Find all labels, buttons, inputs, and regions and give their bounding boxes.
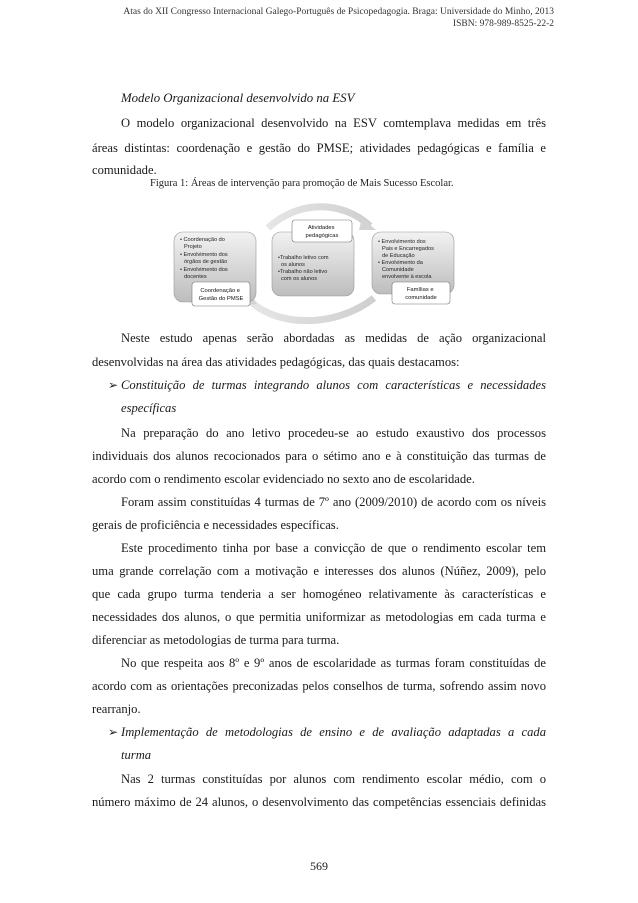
para3-line1: Na preparação do ano letivo procedeu-se ao estudo exaustivo dos processos xyxy=(121,426,546,440)
para7-line1: Nas 2 turmas constituídas por alunos com rendimento escolar médio, com o xyxy=(121,772,546,786)
para2-line1: Neste estudo apenas serão abordadas as medidas de ação organizacional xyxy=(121,331,546,345)
center-bullet-4: com os alunos xyxy=(281,276,318,282)
para5-line2: uma grande correlação com a motivação e interesses dos alunos (Núñez, 2009), pelo xyxy=(92,564,546,578)
para5-line1: Este procedimento tinha por base a convicção de que o rendimento escolar tem xyxy=(121,541,546,555)
left-bullet-5: • Envolvimento dos xyxy=(180,267,228,273)
center-bullet-2: os alunos xyxy=(281,262,305,268)
para2-line2: desenvolvidas na área das atividades pedagógicas, das quais destacamos: xyxy=(92,355,460,369)
right-bullet-1: • Envolvimento dos xyxy=(378,239,426,245)
para1-line1: O modelo organizacional desenvolvido na ESV comtemplava medidas em três xyxy=(121,116,546,130)
right-bullet-2: Pais e Encarregados xyxy=(382,246,434,252)
page-number: 569 xyxy=(310,859,328,873)
bullet2-line2: turma xyxy=(121,748,152,762)
left-bullet-2: Projeto xyxy=(184,244,202,250)
right-label-2: comunidade xyxy=(405,295,437,301)
left-bullet-1: • Coordenação do xyxy=(180,237,225,243)
bullet1-arrow-icon: ➢ xyxy=(108,378,119,392)
center-title-1: Atividades xyxy=(307,225,335,231)
arc-bottom xyxy=(248,298,374,321)
section-title: Modelo Organizacional desenvolvido na ESV xyxy=(121,91,355,105)
para5-line3: que cada grupo turma tenderia a ser homogéneo relativamente às características e xyxy=(92,587,546,601)
bullet1-line2: específicas xyxy=(121,401,177,415)
para6-line1: No que respeita aos 8º e 9º anos de escolaridade as turmas foram constituídas de xyxy=(121,656,546,670)
box-pedagogical xyxy=(272,220,354,296)
para6-line3: rearranjo. xyxy=(92,702,141,716)
right-bullet-3: de Educação xyxy=(382,253,415,259)
left-bullet-6: docentes xyxy=(184,274,207,280)
center-bullet-3: •Trabalho não letivo xyxy=(278,269,328,275)
box-coordination xyxy=(174,232,256,306)
intervention-diagram xyxy=(160,196,480,324)
running-header: Atas do XII Congresso Internacional Galego-Português de Psicopedagogia. Braga: Universidade do Minho, 2013 xyxy=(123,7,554,17)
left-label-1: Coordenação e xyxy=(200,288,241,294)
para4-line2: gerais de proficiência e necessidades específicas. xyxy=(92,518,339,532)
center-title-2: pedagógicas xyxy=(305,233,339,239)
bullet1-line1: Constituição de turmas integrando alunos com características e necessidades xyxy=(121,378,546,392)
right-bullet-5: Comunidade xyxy=(382,267,414,273)
para1-line2: áreas distintas: coordenação e gestão do PMSE; atividades pedagógicas e família e xyxy=(92,141,546,155)
left-label-2: Gestão do PMSE xyxy=(198,296,244,302)
bullet2-arrow-icon: ➢ xyxy=(108,725,119,739)
para1-line3: comunidade. xyxy=(92,163,157,177)
center-bullet-1: •Trabalho letivo com xyxy=(278,255,329,261)
bullet2-line1: Implementação de metodologias de ensino e de avaliação adaptadas a cada xyxy=(121,725,546,739)
right-bullet-6: envolvente à escola xyxy=(382,274,432,280)
para6-line2: acordo com as orientações preconizadas pelos conselhos de turma, sofrendo assim novo xyxy=(92,679,546,693)
para5-line4: necessidades dos alunos, o que permitia uniformizar as metodologias em cada turma e xyxy=(92,610,546,624)
para3-line3: acordo com o rendimento escolar evidenciado no sexto ano de escolaridade. xyxy=(92,472,475,486)
left-bullet-4: órgãos de gestão xyxy=(184,259,228,265)
left-bullet-3: • Envolvimento dos xyxy=(180,252,228,258)
right-label-1: Famílias e xyxy=(406,287,434,293)
para5-line5: diferenciar as metodologias de turma para turma. xyxy=(92,633,340,647)
para3-line2: individuais dos alunos recocionados para o sétimo ano e à constituição das turmas de xyxy=(92,449,546,463)
isbn-line: ISBN: 978-989-8525-22-2 xyxy=(452,19,554,29)
para4-line1: Foram assim constituídas 4 turmas de 7º ano (2009/2010) de acordo com os níveis xyxy=(121,495,546,509)
right-bullet-4: • Envolvimento da xyxy=(378,260,423,266)
box-family xyxy=(372,232,454,304)
figure-caption: Figura 1: Áreas de intervenção para promoção de Mais Sucesso Escolar. xyxy=(150,178,454,189)
para7-line2: número máximo de 24 alunos, o desenvolvimento das competências essenciais definidas xyxy=(92,795,546,809)
